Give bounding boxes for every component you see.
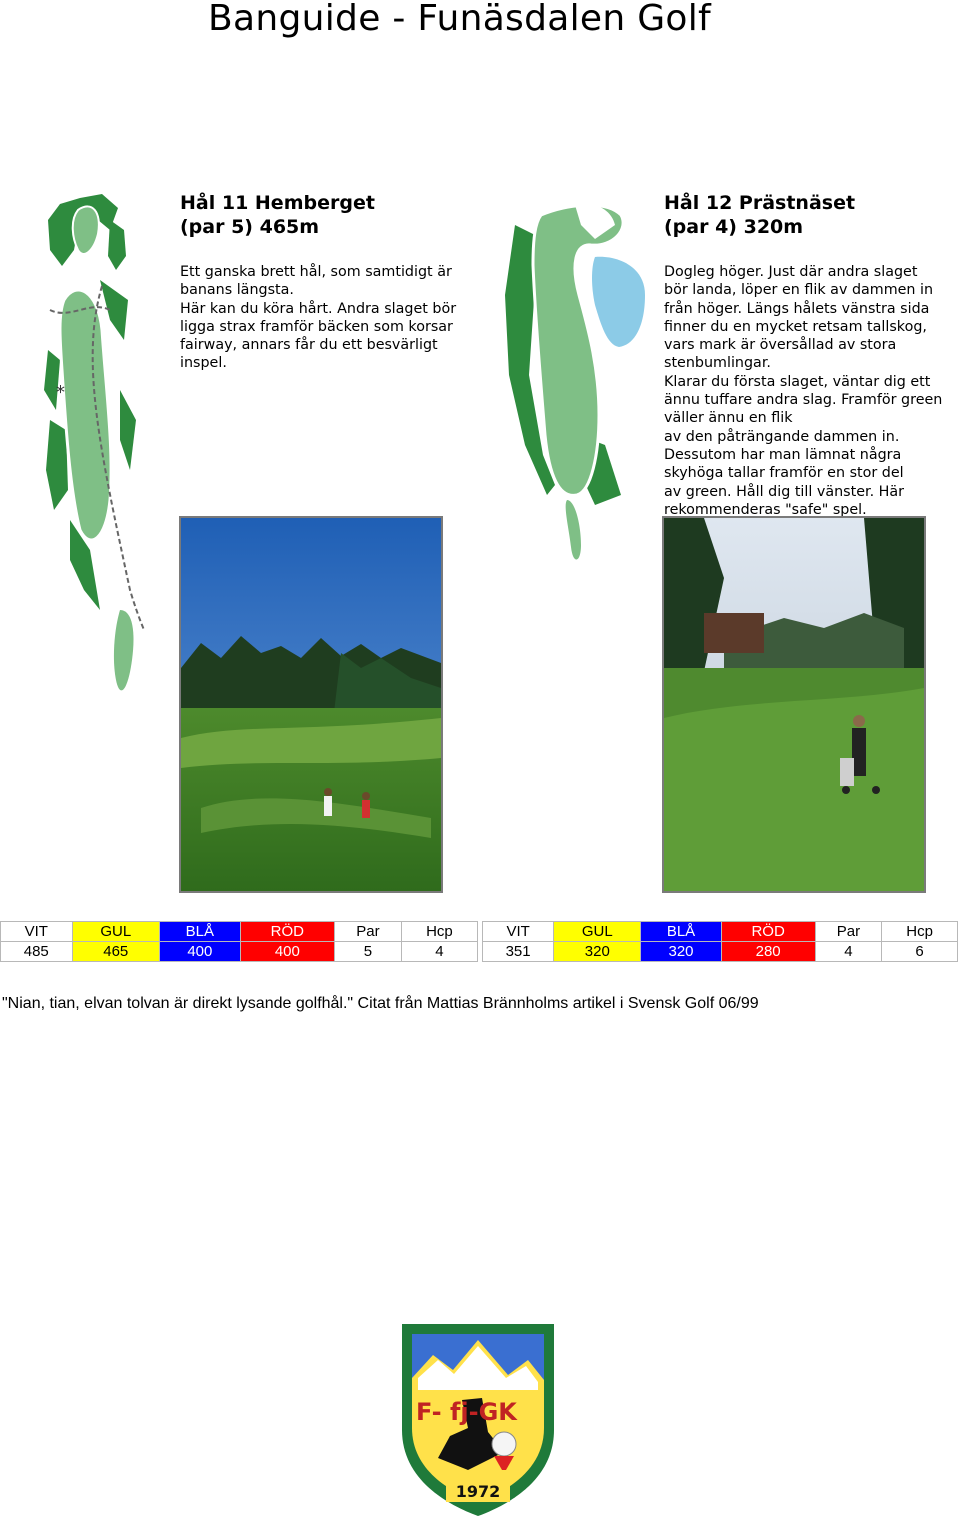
par-header: Par [335,922,402,942]
tee-bla-value: 400 [160,942,241,962]
hole12-text-line: Klarar du första slaget, väntar dig ett [664,373,931,390]
hole11-text-line: inspel. [180,355,227,372]
hole11-scorecard [0,921,478,962]
hole12-map [495,195,655,565]
scorecard-header-row [483,922,958,942]
tee-rod-value: 280 [721,942,815,962]
hcp-value: 4 [401,942,477,962]
tee-bla-header: BLÅ [641,922,721,942]
page-title: Banguide - Funäsdalen Golf [208,0,712,39]
hole11-title [180,191,375,239]
logo-year: 1972 [455,1482,501,1501]
tee-rod-value: 400 [240,942,334,962]
hole11-map [40,190,170,700]
hole11-text-line: fairway, annars får du ett besvärligt [180,337,438,354]
hole12-text-line: väller ännu en flik [664,410,793,427]
tee-bla-header: BLÅ [160,922,241,942]
scorecard-value-row [1,942,478,962]
hole12-text-line: vars mark är översållad av stora [664,337,897,354]
hole11-description [180,263,490,373]
logo-text: F- fj-GK [416,1398,517,1426]
hole11-text-line: Ett ganska brett hål, som samtidigt är [180,264,452,280]
hole11-text-line: ligga strax framför bäcken som korsar [180,318,453,335]
quote-text: "Nian, tian, elvan tolvan är direkt lysande golfhål." Citat från Mattias Brännholms artikel i Svensk Golf 06/99 [2,995,759,1012]
hole11-title-par: (par 5) 465m [180,216,320,238]
tee-rod-header: RÖD [721,922,815,942]
hole11-title-name: Hål 11 Hemberget [180,192,375,214]
hole12-description [664,263,960,519]
tee-vit-header: VIT [483,922,554,942]
hcp-header: Hcp [401,922,477,942]
club-logo [398,1320,558,1518]
hole12-text-line: bör landa, löper en flik av dammen in [664,282,934,299]
hole12-title-par: (par 4) 320m [664,216,804,238]
hole12-photo [662,516,926,893]
par-value: 5 [335,942,402,962]
hole12-text-line: finner du en mycket retsam tallskog, [664,318,927,335]
tee-gul-value: 465 [72,942,159,962]
hole12-text-line: ännu tuffare andra slag. Framför green [664,392,943,409]
tee-gul-header: GUL [554,922,641,942]
hole11-text-line: Här kan du köra hårt. Andra slaget bör [180,300,457,317]
tee-gul-value: 320 [554,942,641,962]
hole12-title-name: Hål 12 Prästnäset [664,192,856,214]
scorecard-header-row [1,922,478,942]
hole12-text-line: av den påträngande dammen in. [664,428,900,445]
par-value: 4 [815,942,882,962]
par-header: Par [815,922,882,942]
hole12-text-line: av green. Håll dig till vänster. Här [664,483,905,500]
hole12-text-line: Dessutom har man lämnat några [664,446,902,463]
scorecard-value-row [483,942,958,962]
tee-bla-value: 320 [641,942,721,962]
hcp-header: Hcp [882,922,958,942]
hole12-text-line: stenbumlingar. [664,355,771,372]
tee-gul-header: GUL [72,922,159,942]
svg-text:*: * [56,382,65,403]
hole12-text-line: Dogleg höger. Just där andra slaget [664,264,918,280]
tee-vit-value: 351 [483,942,554,962]
hcp-value: 6 [882,942,958,962]
hole11-photo [179,516,443,893]
tee-rod-header: RÖD [240,922,334,942]
hole12-text-line: rekommenderas "safe" spel. [664,501,867,518]
hole12-title [664,191,855,239]
tee-vit-header: VIT [1,922,73,942]
hole12-text-line: från höger. Längs hålets vänstra sida [664,300,930,317]
hole12-text-line: skyhöga tallar framför en stor del [664,465,904,482]
hole11-text-line: banans längsta. [180,282,294,299]
hole12-scorecard [482,921,958,962]
tee-vit-value: 485 [1,942,73,962]
